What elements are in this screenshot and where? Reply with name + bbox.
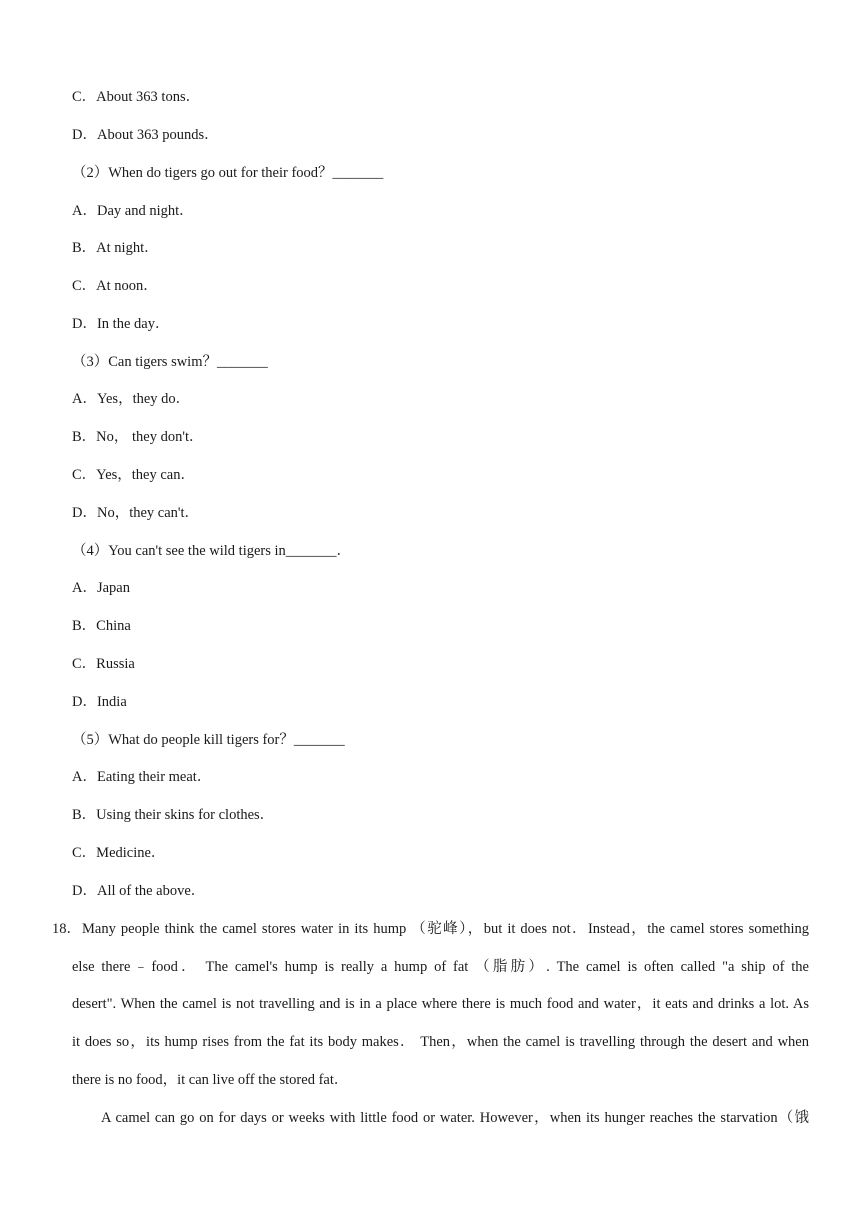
q1-option-d: D．About 363 pounds． — [72, 127, 219, 143]
q2-prompt: （2）When do tigers go out for their food？_______ — [72, 165, 384, 181]
q18-para1-line2: else there﹣food． The camel's hump is really a hump of fat （脂肪）. The camel is often called "a ship of the — [72, 959, 809, 975]
q18-para1-line4: it does so，its hump rises from the fat its body makes． Then，when the camel is travelling through the desert and when — [72, 1034, 809, 1050]
q3-option-a: A．Yes，they do． — [72, 391, 191, 407]
q3-prompt: （3）Can tigers swim？_______ — [72, 354, 268, 370]
q4-prompt: （4）You can't see the wild tigers in_______． — [72, 543, 352, 559]
q2-option-c: C．At noon． — [72, 278, 158, 294]
q5-option-b: B．Using their skins for clothes． — [72, 807, 275, 823]
q18-para1-line1: Many people think the camel stores water in its hump （驼峰），but it does not．Instead，the camel stores something — [82, 921, 809, 937]
q3-option-c: C．Yes，they can． — [72, 467, 195, 483]
q5-option-c: C．Medicine． — [72, 845, 166, 861]
q2-option-d: D．In the day． — [72, 316, 170, 332]
q4-option-d: D．India — [72, 694, 127, 710]
q3-option-b: B．No， they don't． — [72, 429, 204, 445]
q18-para1-line3: desert". When the camel is not travelling and is in a place where there is much food and water，it eats and drinks a lot. As — [72, 996, 809, 1012]
q5-prompt: （5）What do people kill tigers for？_______ — [72, 732, 345, 748]
q2-option-a: A．Day and night． — [72, 203, 194, 219]
q18-para1-line5: there is no food，it can live off the stored fat． — [72, 1072, 349, 1088]
q4-option-a: A．Japan — [72, 580, 130, 596]
q5-option-a: A．Eating their meat． — [72, 769, 212, 785]
q4-option-c: C．Russia — [72, 656, 135, 672]
q5-option-d: D．All of the above． — [72, 883, 206, 899]
q3-option-d: D．No，they can't． — [72, 505, 200, 521]
question-18-number: 18． — [52, 921, 81, 937]
q4-option-b: B．China — [72, 618, 131, 634]
q2-option-b: B．At night． — [72, 240, 159, 256]
q18-para2-line1: A camel can go on for days or weeks with little food or water. However，when its hunger reaches the starvation（饿 — [101, 1110, 809, 1126]
q1-option-c: C．About 363 tons． — [72, 89, 201, 105]
